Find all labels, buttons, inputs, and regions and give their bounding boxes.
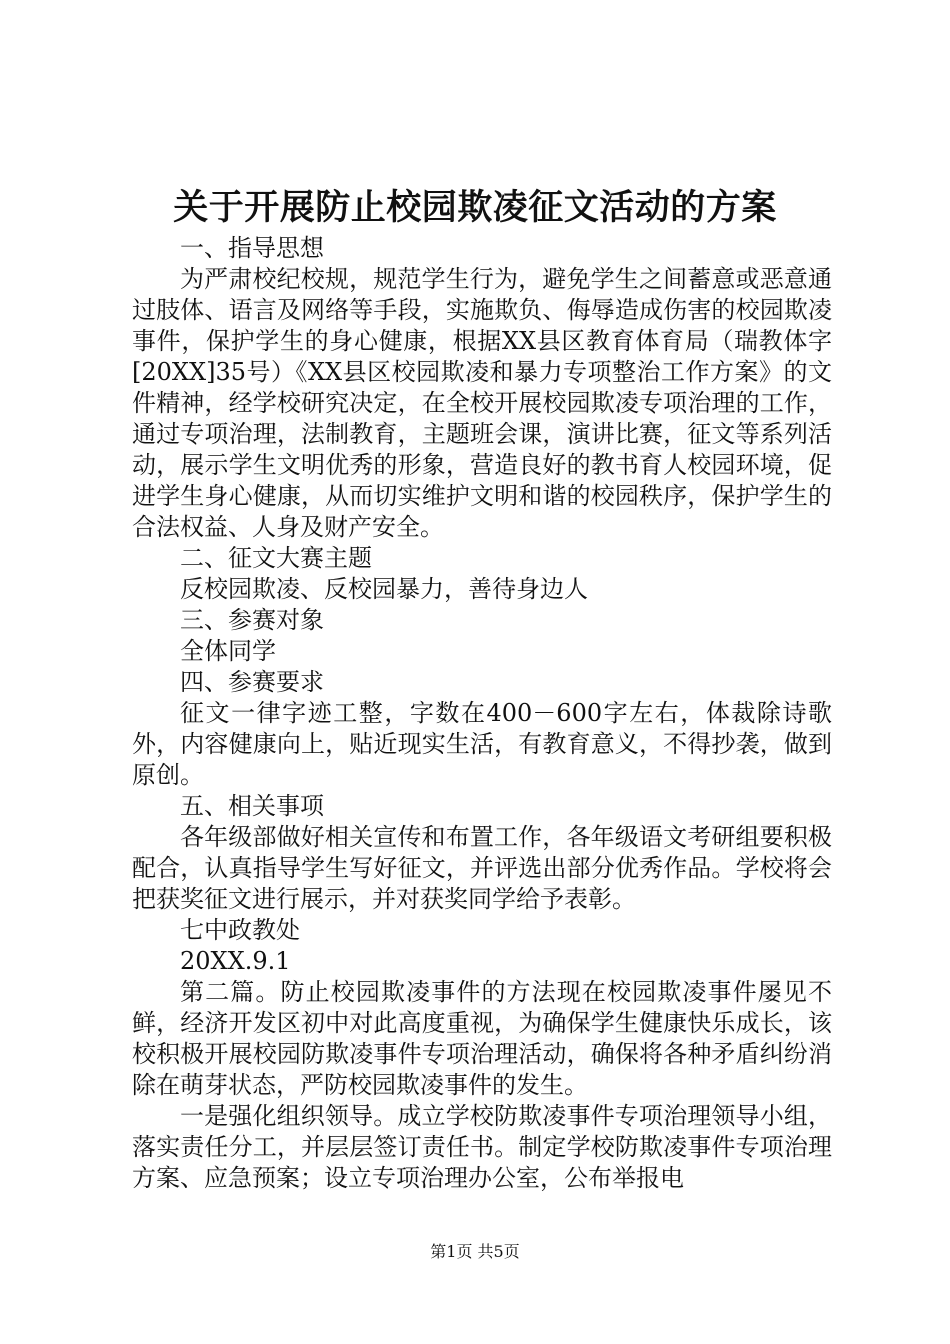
paragraph-participants: 全体同学	[180, 637, 276, 665]
paragraph-related-matters: 各年级部做好相关宣传和布置工作，各年级语文考研组要积极配合，认真指导学生写好征文，并评选出部分优秀作品。学校将会把获奖征文进行展示，并对获奖同学给予表彰。	[132, 823, 832, 913]
document-body	[132, 233, 832, 1194]
paragraph-theme: 反校园欺凌、反校园暴力，善待身边人	[180, 575, 588, 603]
section-heading-related-matters: 五、相关事项	[180, 792, 324, 820]
signature-date: 20XX.9.1	[180, 947, 291, 975]
section-heading-essay-theme: 二、征文大赛主题	[180, 544, 372, 572]
paragraph-requirements: 征文一律字迹工整，字数在400－600字左右，体裁除诗歌外，内容健康向上，贴近现实生活，有教育意义，不得抄袭，做到原创。	[132, 699, 832, 789]
section-heading-guiding-ideology: 一、指导思想	[180, 234, 324, 262]
paragraph-second-article: 第二篇。防止校园欺凌事件的方法现在校园欺凌事件屡见不鲜，经济开发区初中对此高度重视，为确保学生健康快乐成长，该校积极开展校园防欺凌事件专项治理活动，确保将各种矛盾纠纷消除在萌芽状态，严防校园欺凌事件的发生。	[132, 978, 832, 1099]
signature-office: 七中政教处	[180, 916, 300, 944]
paragraph-purpose: 为严肃校纪校规，规范学生行为，避免学生之间蓄意或恶意通过肢体、语言及网络等手段，实施欺负、侮辱造成伤害的校园欺凌事件，保护学生的身心健康，根据XX县区教育体育局（瑞教体字[20XX]35号）《XX县区校园欺凌和暴力专项整治工作方案》的文件精神，经学校研究决定，在全校开展校园欺凌专项治理的工作，通过专项治理，法制教育，主题班会课，演讲比赛，征文等系列活动，展示学生文明优秀的形象，营造良好的教书育人校园环境，促进学生身心健康，从而切实维护文明和谐的校园秩序，保护学生的合法权益、人身及财产安全。	[132, 265, 832, 541]
section-heading-requirements: 四、参赛要求	[180, 668, 324, 696]
paragraph-organization: 一是强化组织领导。成立学校防欺凌事件专项治理领导小组，落实责任分工，并层层签订责任书。制定学校防欺凌事件专项治理方案、应急预案；设立专项治理办公室，公布举报电	[132, 1102, 832, 1192]
section-heading-participants: 三、参赛对象	[180, 606, 324, 634]
page-footer: 第1页 共5页	[430, 1242, 520, 1261]
document-title: 关于开展防止校园欺凌征文活动的方案	[173, 187, 777, 228]
